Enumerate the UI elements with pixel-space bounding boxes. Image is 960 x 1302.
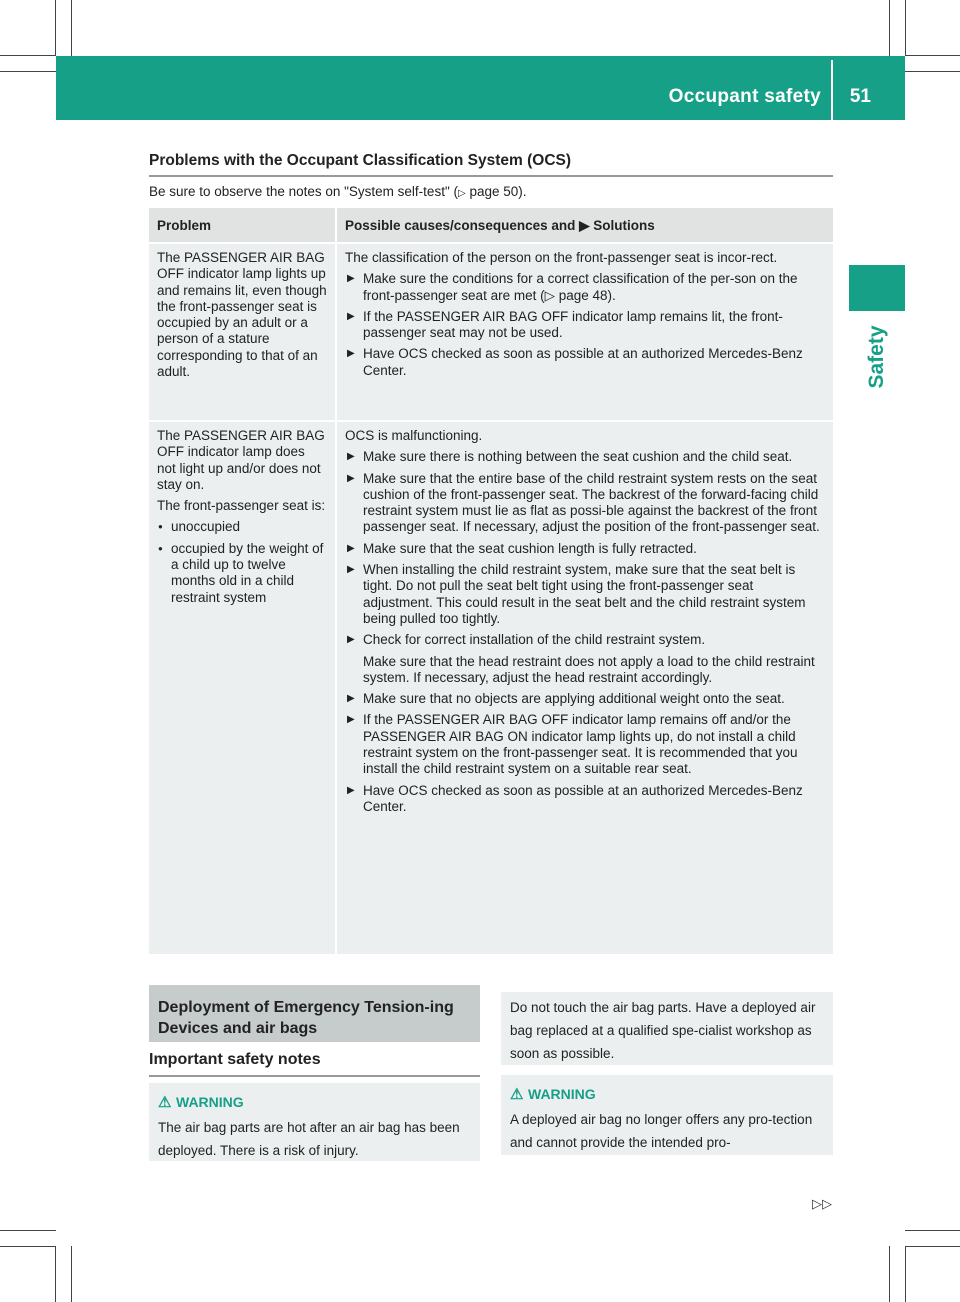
action-item: ▶ Have OCS checked as soon as possible at an authorized Mercedes-Benz Center. bbox=[345, 783, 825, 816]
deployment-heading: Deployment of Emergency Tension-ing Devices and air bags bbox=[158, 999, 454, 1037]
action-item: ▶ Make sure that no objects are applying additional weight onto the seat. bbox=[345, 691, 825, 707]
page-header bbox=[56, 56, 905, 120]
header-divider bbox=[831, 60, 833, 120]
action-item: ▶ Have OCS checked as soon as possible at an authorized Mercedes-Benz Center. bbox=[345, 346, 825, 379]
bullet-item: ● occupied by the weight of a child up to twelve months old in a child restraint system bbox=[157, 541, 327, 606]
table-row-2-problem: The PASSENGER AIR BAG OFF indicator lamp does not light up and/or does not stay on. The front-passenger seat is: ● unoccupied ● occupied by the weight of a child up to twelve months old in a child restraint system bbox=[149, 422, 335, 954]
chapter-title: Occupant safety bbox=[668, 86, 821, 107]
warning-box-1 bbox=[149, 1083, 480, 1161]
crop-mark bbox=[0, 1230, 56, 1231]
warning-text: A deployed air bag no longer offers any pro-tection and cannot provide the intended pro- bbox=[510, 1112, 813, 1150]
note-text: Do not touch the air bag parts. Have a deployed air bag replaced at a qualified spe-cialist workshop as soon as possible. bbox=[510, 1000, 816, 1061]
warning-triangle-icon: ⚠ bbox=[510, 1086, 524, 1103]
crop-mark bbox=[905, 0, 906, 56]
action-item: ▶ When installing the child restraint system, make sure that the seat belt is tight. Do not pull the seat belt tight using the front-passenger seat adjustment. This could result in the seat belt and the child restraint system being pulled too tightly. bbox=[345, 562, 825, 627]
crop-mark bbox=[71, 0, 72, 56]
warning-label: WARNING bbox=[176, 1094, 244, 1110]
crop-mark bbox=[0, 1246, 56, 1247]
action-item: ▶ If the PASSENGER AIR BAG OFF indicator lamp remains lit, the front-passenger seat may not be used. bbox=[345, 309, 825, 342]
subheading-divider bbox=[149, 1075, 480, 1077]
action-item: ▶ Make sure that the seat cushion length is fully retracted. bbox=[345, 541, 825, 557]
section-divider bbox=[149, 175, 833, 177]
crop-mark bbox=[0, 71, 56, 72]
continued-arrow-icon: ▷▷ bbox=[812, 1196, 832, 1211]
note-box bbox=[501, 992, 833, 1065]
crop-mark bbox=[71, 1246, 72, 1302]
crop-mark bbox=[55, 1246, 56, 1302]
table-row-1-problem: The PASSENGER AIR BAG OFF indicator lamp lights up and remains lit, even though the front-passenger seat is occupied by an adult or a person of a stature corresponding to that of an adult. bbox=[149, 244, 335, 420]
crop-mark bbox=[905, 1246, 960, 1247]
crop-mark bbox=[889, 1246, 890, 1302]
action-item: ▶ Make sure there is nothing between the seat cushion and the child seat. bbox=[345, 449, 825, 465]
crop-mark bbox=[55, 0, 56, 56]
intro-text: Be sure to observe the notes on "System self-test" (▷ page 50). bbox=[149, 184, 527, 199]
deployment-heading-box bbox=[149, 985, 480, 1042]
action-note: Make sure that the head restraint does not apply a load to the child restraint system. If necessary, adjust the head restraint accordingly. bbox=[363, 653, 815, 685]
table-header-solutions: Possible causes/consequences and ▶ Solutions bbox=[337, 208, 833, 242]
action-item: ▶ Make sure that the entire base of the child restraint system rests on the seat cushion of the front-passenger seat. The backrest of the forward-facing child restraint system must lie as flat as possi-ble against the backrest of the front passenger seat. If necessary, adjust the position of the front-passenger seat. bbox=[345, 471, 825, 536]
crop-mark bbox=[905, 55, 960, 56]
crop-mark bbox=[905, 1246, 906, 1302]
crop-mark bbox=[905, 1230, 960, 1231]
crop-mark bbox=[889, 0, 890, 56]
crop-mark bbox=[905, 71, 960, 72]
table-header-problem: Problem bbox=[149, 208, 335, 242]
page-number: 51 bbox=[849, 86, 871, 107]
warning-box-2 bbox=[501, 1075, 833, 1155]
side-tab-marker bbox=[849, 265, 905, 311]
table-row-2-solutions: OCS is malfunctioning. ▶ Make sure there is nothing between the seat cushion and the child seat. ▶ Make sure that the entire base of the child restraint system rests on the seat cushion of the front-passenger seat. The backrest of the forward-facing child restraint system must lie as flat as possi-ble against the backrest of the front passenger seat. If necessary, adjust the position of the front-passenger seat. ▶ Make sure that the seat cushion length is fully retracted. ▶ When installing the child restraint system, make sure that the seat belt is tight. Do not pull the seat belt tight using the front-passenger seat adjustment. This could result in the seat belt and the child restraint system being pulled too tightly. ▶ Check for correct installation of the child restraint system. Make sure that the head restraint does not apply a load to the child restraint system. If necessary, adjust the head restraint accordingly. ▶ Make sure that no objects are applying additional weight onto the seat. ▶ If the PASSENGER AIR BAG OFF indicator lamp remains off and/or the PASSENGER AIR BAG ON indicator lamp lights up, do not install a child restraint system on the front-passenger seat. It is recommended that you install the child restraint system on a suitable rear seat. ▶ Have OCS checked as soon as possible at an authorized Mercedes-Benz Center. bbox=[337, 422, 833, 954]
table-row-1-solutions: The classification of the person on the front-passenger seat is incor-rect. ▶ Make sure the conditions for a correct classification of the per-son on the front-passenger seat are met (▷ page 48). ▶ If the PASSENGER AIR BAG OFF indicator lamp remains lit, the front-passenger seat may not be used. ▶ Have OCS checked as soon as possible at an authorized Mercedes-Benz Center. bbox=[337, 244, 833, 420]
action-item: ▶ If the PASSENGER AIR BAG OFF indicator lamp remains off and/or the PASSENGER AIR BAG ON indicator lamp lights up, do not install a child restraint system on the front-passenger seat. It is recommended that you install the child restraint system on a suitable rear seat. bbox=[345, 712, 825, 777]
section-title: Problems with the Occupant Classification System (OCS) bbox=[149, 152, 572, 169]
safety-notes-subheading: Important safety notes bbox=[149, 1051, 321, 1068]
crop-mark bbox=[0, 55, 56, 56]
action-item: ▶ Check for correct installation of the child restraint system. bbox=[345, 632, 825, 648]
warning-text: The air bag parts are hot after an air bag has been deployed. There is a risk of injury. bbox=[158, 1120, 460, 1158]
action-item: ▶ Make sure the conditions for a correct classification of the per-son on the front-passenger seat are met (▷ page 48). bbox=[345, 271, 825, 304]
page-ref-arrow-icon: ▷ bbox=[457, 188, 466, 199]
warning-triangle-icon: ⚠ bbox=[158, 1094, 172, 1111]
side-tab-label: Safety bbox=[865, 325, 888, 389]
bullet-item: ● unoccupied bbox=[157, 519, 327, 535]
warning-label: WARNING bbox=[528, 1086, 596, 1102]
